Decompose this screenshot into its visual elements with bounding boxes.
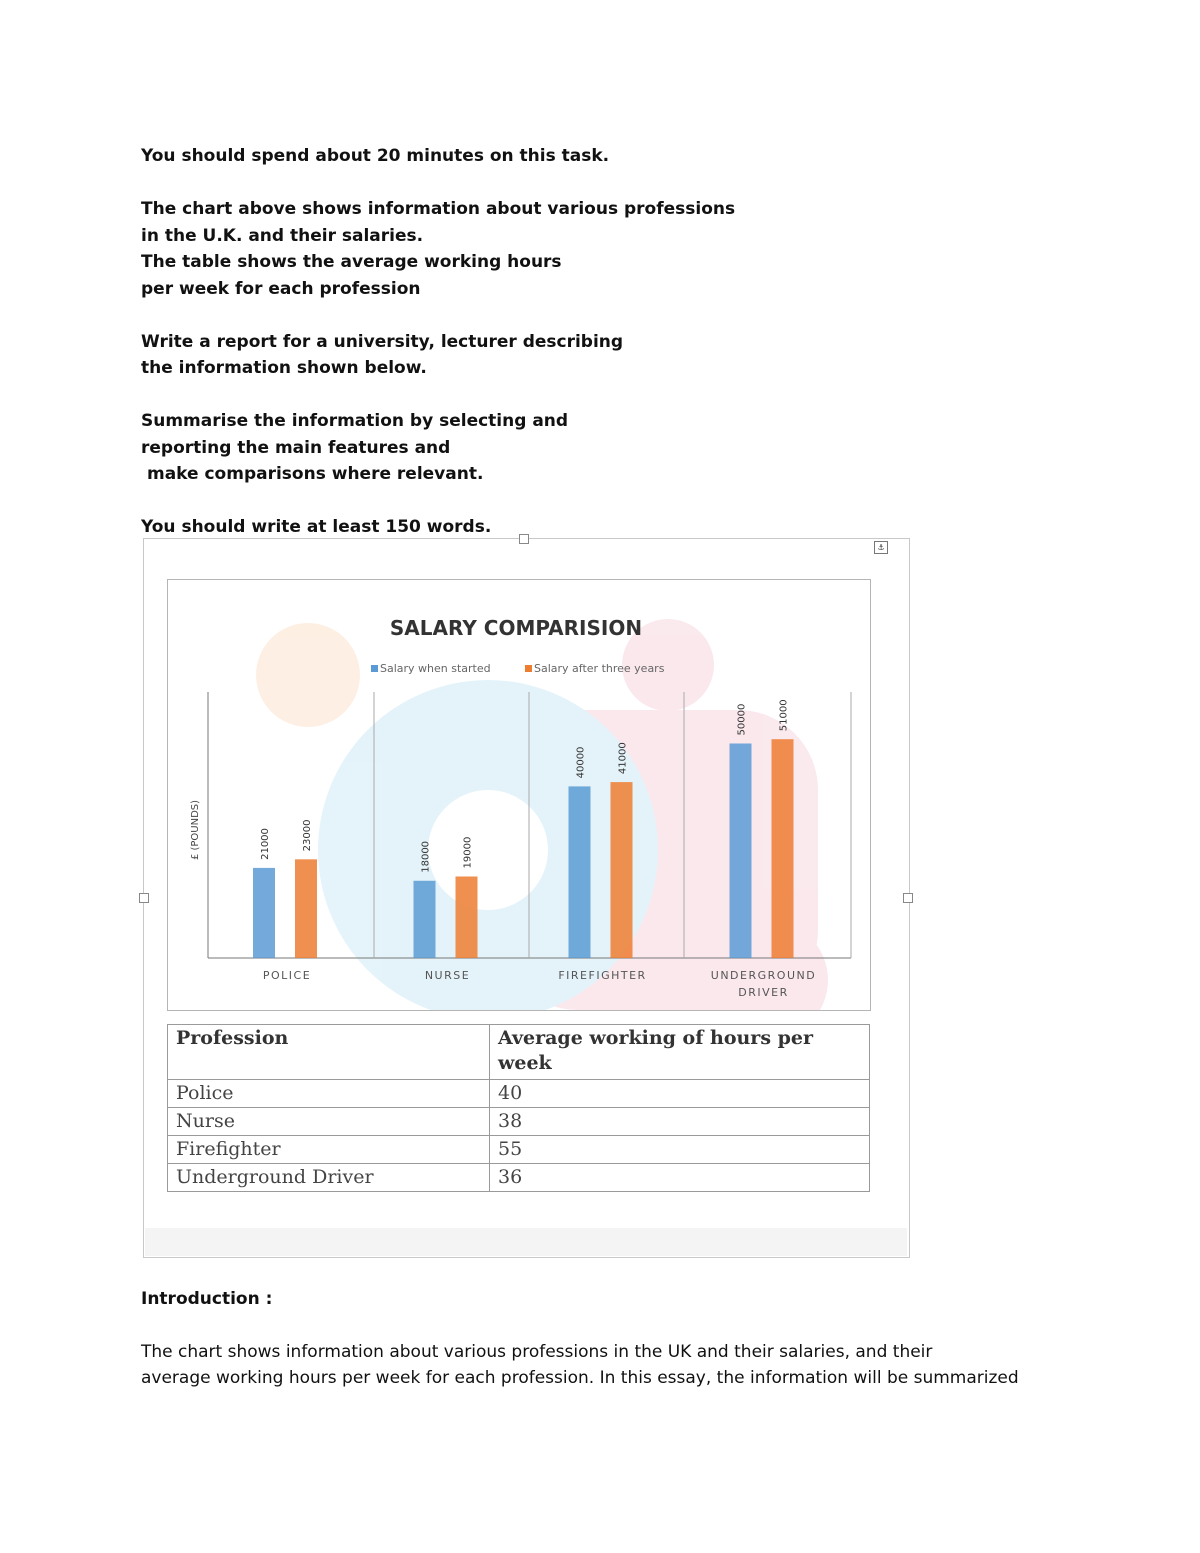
bar: [456, 876, 478, 958]
write-instruction-line: Write a report for a university, lecturer describing: [141, 331, 624, 352]
bar: [414, 881, 436, 958]
chart-description-line: The chart above shows information about various professions: [141, 199, 736, 219]
bar: [772, 739, 794, 958]
write-instruction-line: the information shown below.: [141, 358, 427, 378]
chart-title: SALARY COMPARISION: [389, 616, 643, 640]
x-tick-label: FIREFIGHTER: [558, 969, 647, 982]
x-tick-label: UNDERGROUND: [710, 969, 817, 982]
introduction-paragraph: [141, 1339, 1101, 1391]
chart-description-line: in the U.K. and their salaries.: [141, 225, 424, 246]
x-tick-label: POLICE: [262, 969, 312, 982]
resize-handle[interactable]: [519, 534, 529, 544]
profession-cell: Underground Driver: [168, 1164, 490, 1192]
bar-value-label: 21000: [260, 828, 271, 860]
legend-label: Salary after three years: [534, 662, 665, 675]
legend-swatch: [525, 665, 532, 672]
introduction-heading: Introduction :: [141, 1289, 273, 1309]
table-row: [168, 1164, 870, 1192]
introduction-line: average working hours per week for each profession. In this essay, the information will be summarized: [141, 1368, 1019, 1388]
table-description-line: per week for each profession: [141, 278, 421, 299]
bar-value-label: 50000: [736, 703, 748, 736]
summarise-instruction-line: make comparisons where relevant.: [147, 464, 484, 484]
introduction-line: The chart shows information about various professions in the UK and their salaries, and their: [141, 1342, 933, 1362]
summarise-instruction-line: Summarise the information by selecting and: [141, 411, 569, 431]
x-tick-label: NURSE: [424, 969, 471, 982]
chart-legend: [371, 662, 665, 675]
resize-handle[interactable]: [903, 893, 913, 903]
profession-cell: Nurse: [168, 1108, 490, 1136]
y-axis-label: £ (POUNDS): [190, 799, 201, 861]
table-header-row: [168, 1025, 870, 1080]
hours-cell: 40: [490, 1080, 870, 1108]
bar: [611, 782, 633, 958]
time-instruction: You should spend about 20 minutes on this task.: [141, 146, 610, 166]
table-row: [168, 1080, 870, 1108]
bar-value-label: 23000: [302, 819, 313, 852]
column-header-profession: Profession: [168, 1025, 490, 1080]
bar: [569, 786, 591, 958]
column-header-hours-part: Average working: [498, 1027, 683, 1049]
salary-chart: [167, 579, 871, 1011]
hours-cell: 36: [490, 1164, 870, 1192]
task-instructions: [141, 143, 761, 541]
column-header-hours: [490, 1025, 870, 1080]
resize-handle[interactable]: [139, 893, 149, 903]
bar: [253, 868, 275, 958]
bar: [295, 859, 317, 958]
word-count-instruction: You should write at least 150 words.: [141, 517, 492, 537]
legend-swatch: [371, 665, 378, 672]
anchor-icon[interactable]: ⚓: [874, 541, 888, 554]
chart-canvas: [168, 580, 870, 1010]
column-header-hours-part: week: [498, 1052, 552, 1074]
legend-label: Salary when started: [380, 662, 491, 675]
figure-frame-footer: [145, 1228, 907, 1256]
table-description-line: The table shows the average working hours: [141, 252, 562, 272]
introduction-section: [141, 1286, 1101, 1391]
bar-value-label: 18000: [420, 840, 432, 873]
profession-cell: Police: [168, 1080, 490, 1108]
bar-value-label: 51000: [778, 699, 790, 732]
column-header-hours-part: of hours per: [682, 1027, 814, 1049]
working-hours-table: [167, 1024, 870, 1192]
summarise-instruction-line: reporting the main features and: [141, 437, 451, 458]
table-row: [168, 1136, 870, 1164]
bar: [730, 743, 752, 958]
bar-value-label: 40000: [575, 746, 587, 779]
bar-value-label: 41000: [617, 742, 629, 775]
bar-value-label: 19000: [462, 836, 474, 869]
x-tick-label: DRIVER: [738, 986, 789, 999]
hours-cell: 38: [490, 1108, 870, 1136]
table-row: [168, 1108, 870, 1136]
profession-cell: Firefighter: [168, 1136, 490, 1164]
hours-cell: 55: [490, 1136, 870, 1164]
